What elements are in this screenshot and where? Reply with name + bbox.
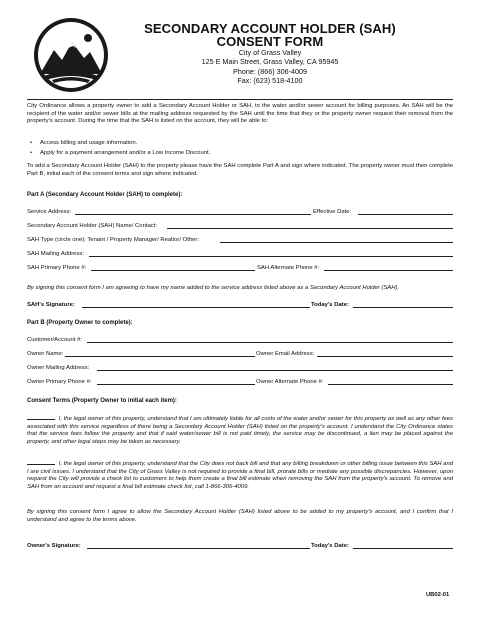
sah-alternate-phone-field[interactable] (324, 270, 453, 271)
sah-type-label: SAH Type (circle one): Tenant / Property Manager/ Realtor/ Other: (27, 237, 199, 243)
owner-date-label: Today's Date: (311, 543, 349, 549)
sah-phone-row (27, 262, 453, 271)
owner-mailing-row (27, 362, 453, 371)
term1-text: I, the legal owner of this property, understand that I am ultimately liable for all costs of the water and/or sewer for this property as well as any other fees associated with this service regardless of there being a Secondary Account Holder (SAH) listed on the property's account. I understand the City Ordinance states that the service fees follow the property and that if said water/sewer bill is not paid timely, the service may be discontinued, a lien may be placed against the property, and other legal steps may be taken as necessary. (27, 416, 454, 445)
owner-primary-phone-label: Owner Primary Phone #: (27, 379, 92, 385)
sah-mailing-label: SAH Mailing Address: (27, 251, 84, 257)
bullet-item: • Access billing and usage information. (40, 140, 137, 148)
form-header (120, 22, 420, 86)
org-phone: Phone: (866) 306-4009 (233, 66, 307, 76)
consent-term-2 (27, 461, 453, 491)
customer-account-row (27, 334, 453, 343)
org-name: City of Grass Valley (238, 48, 302, 57)
sah-name-row (27, 220, 453, 229)
term2-text: I, the legal owner of this property, understand that the City does not back bill and that any billing breakdown or other billing issue between this SAH and I are civil issues. I understand that the City of Grass Valley is not required to provide a final bill, prorate bills or mediate any possible discrepancies. However, upon request the City will provide a check list to customers to help them create a final bill estimate when removing the SAH from the property's account. To remove and SAH from an account and request a final bill estimate check list, call 1-866-306-4009. (27, 461, 453, 490)
sah-primary-phone-field[interactable] (91, 270, 255, 271)
sah-signature-row (27, 299, 453, 308)
form-title-line1: SECONDARY ACCOUNT HOLDER (SAH) (144, 21, 396, 36)
term1-initials-field[interactable] (27, 419, 55, 420)
owner-agreement: By signing this consent form I agree to allow the Secondary Account Holder (SAH) listed above to be added to my property's account, and I confirm that I understand and agree to the terms above. (27, 509, 453, 523)
sah-date-field[interactable] (353, 307, 453, 308)
customer-account-field[interactable] (87, 342, 453, 343)
sah-mailing-field[interactable] (89, 256, 453, 257)
owner-name-field[interactable] (65, 356, 255, 357)
part-a-heading: Part A (Secondary Account Holder (SAH) to complete): (27, 192, 183, 198)
service-address-field[interactable] (75, 214, 311, 215)
sah-primary-phone-label: SAH Primary Phone #: (27, 265, 87, 271)
city-seal-icon (32, 16, 110, 94)
owner-alternate-phone-label: Owner Alternate Phone #: (256, 379, 324, 385)
header-divider (27, 99, 453, 100)
intro-paragraph: City Ordinance allows a property owner to add a Secondary Account Holder or SAH, to the water and/or sewer account for billing purposes. An SAH will be the recipient of the water and/or sewer bills at the mailing address requested by the SAH until the time that they or the property owner request their removal from the property's account. During the time that the SAH is listed on the account, they will be able to: (27, 103, 453, 125)
customer-account-label: Customer/Account #: (27, 337, 83, 343)
owner-primary-phone-field[interactable] (97, 384, 255, 385)
term2-initials-field[interactable] (27, 464, 55, 465)
instructions-paragraph: To add a Secondary Account Holder (SAH) to the property please have the SAH complete Part A and sign where indicated. The property owner must then complete Part B, initial each of the consent terms and sign where indicated. (27, 163, 453, 177)
sah-type-row (27, 234, 453, 243)
owner-name-label: Owner Name: (27, 351, 64, 357)
form-title-line2: CONSENT FORM (216, 34, 324, 49)
sah-signature-label: SAH's Signature: (27, 302, 75, 308)
part-b-heading: Part B (Property Owner to complete): (27, 320, 133, 326)
bullet-item: • Apply for a payment arrangement and/or a Low Income Discount. (40, 150, 210, 158)
sah-type-field[interactable] (220, 242, 453, 243)
sah-name-field[interactable] (167, 228, 453, 229)
owner-phone-row (27, 376, 453, 385)
owner-email-field[interactable] (317, 356, 453, 357)
sah-agreement: By signing this consent form I am agreeing to have my name added to the service address listed above as a Secondary Account Holder (SAH). (27, 285, 400, 291)
owner-signature-field[interactable] (87, 548, 310, 549)
effective-date-label: Effective Date: (313, 209, 352, 215)
city-logo (32, 16, 110, 94)
sah-date-label: Today's Date: (311, 302, 349, 308)
consent-term-1 (27, 416, 453, 446)
effective-date-field[interactable] (358, 214, 453, 215)
service-address-label: Service Address: (27, 209, 72, 215)
service-address-row (27, 206, 453, 215)
owner-signature-label: Owner's Signature: (27, 543, 81, 549)
consent-heading: Consent Terms (Property Owner to initial each item): (27, 398, 177, 404)
owner-date-field[interactable] (353, 548, 453, 549)
sah-signature-field[interactable] (82, 307, 310, 308)
owner-email-label: Owner Email Address: (256, 351, 315, 357)
form-code: UB02-01 (426, 592, 450, 598)
org-fax: Fax: (623) 518-4100 (237, 76, 303, 86)
owner-alternate-phone-field[interactable] (328, 384, 453, 385)
sah-name-label: Secondary Account Holder (SAH) Name/ Contact: (27, 223, 157, 229)
owner-mailing-label: Owner Mailing Address: (27, 365, 90, 371)
owner-signature-row (27, 540, 453, 549)
org-street: 125 E Main Street, Grass Valley, CA 95945 (201, 57, 339, 67)
owner-name-row (27, 348, 453, 357)
sah-alternate-phone-label: SAH Alternate Phone #: (257, 265, 320, 271)
sah-mailing-row (27, 248, 453, 257)
owner-mailing-field[interactable] (97, 370, 453, 371)
